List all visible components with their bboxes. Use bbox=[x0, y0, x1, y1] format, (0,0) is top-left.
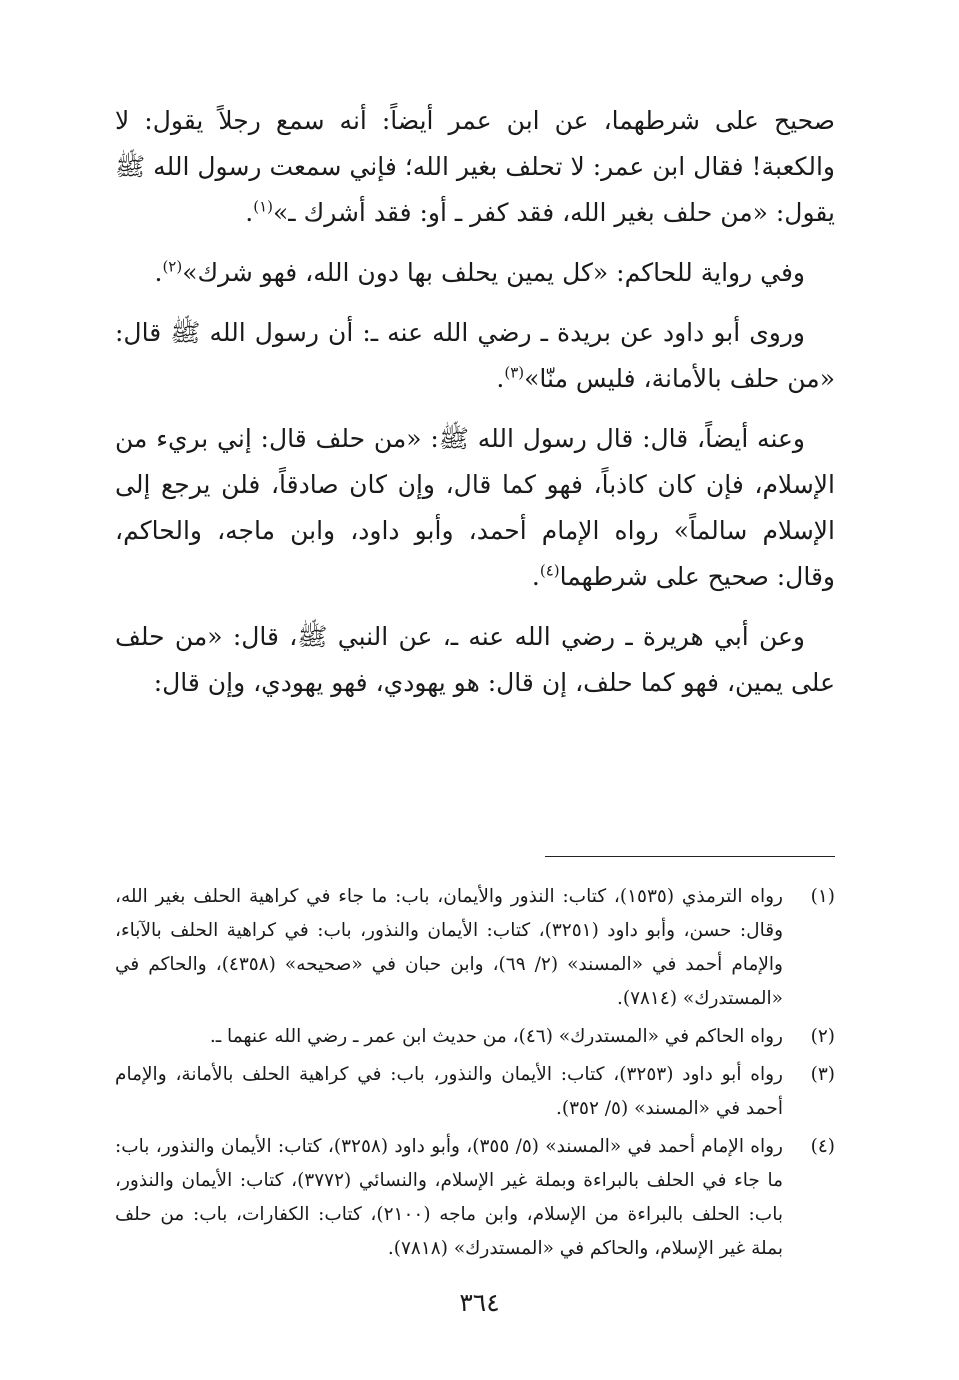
paragraph-3: وروى أبو داود عن بريدة ـ رضي الله عنه ـ: أن رسول الله ﷺ قال: «من حلف بالأمانة، فليس منّا»$^{(٣)}$. bbox=[115, 318, 835, 393]
footnote-number: (٢) bbox=[810, 1026, 835, 1047]
footnote-number: (٣) bbox=[810, 1064, 835, 1085]
footnote-2 bbox=[115, 1020, 835, 1054]
footnote-ref-3: (٣) bbox=[504, 363, 525, 382]
footnote-number: (١) bbox=[810, 886, 835, 907]
paragraph-1-text: صحيح على شرطهما، عن ابن عمر أيضاً: أنه سمع رجلاً يقول: لا والكعبة! فقال ابن عمر: لا تحلف بغير الله؛ فإني سمعت رسول الله ﷺ يقول: «من حلف بغير الله، فقد كفر ـ أو: فقد أشرك ـ» bbox=[115, 106, 835, 227]
paragraph-3-text: وروى أبو داود عن بريدة ـ رضي الله عنه ـ: أن رسول الله ﷺ قال: «من حلف بالأمانة، فليس منّا» bbox=[115, 318, 835, 393]
page-body bbox=[115, 98, 835, 1259]
paragraph-5 bbox=[115, 614, 835, 706]
paragraph-5-text: وعن أبي هريرة ـ رضي الله عنه ـ، عن النبي ﷺ، قال: «من حلف على يمين، فهو كما حلف، إن قال: هو يهودي، فهو يهودي، وإن قال: bbox=[115, 622, 835, 697]
footnote-divider bbox=[545, 856, 835, 857]
footnote-3 bbox=[115, 1058, 835, 1126]
paragraph-4-text: وعنه أيضاً، قال: قال رسول الله ﷺ: «من حلف قال: إني بريء من الإسلام، فإن كان كاذباً، فهو كما قال، وإن كان صادقاً، فلن يرجع إلى الإسلام سالماً» رواه الإمام أحمد، وأبو داود، وابن ماجه، والحاكم، وقال: صحيح على شرطهما bbox=[115, 424, 835, 591]
paragraph-4: وعنه أيضاً، قال: قال رسول الله ﷺ: «من حلف قال: إني بريء من الإسلام، فإن كان كاذباً، فهو كما قال، وإن كان صادقاً، فلن يرجع إلى الإسلام سالماً» رواه الإمام أحمد، وأبو داود، وابن ماجه، والحاكم، وقال: صحيح على شرطهما$^{(٤)}$. bbox=[115, 424, 835, 591]
footnote-1 bbox=[115, 880, 835, 1016]
footnote-4 bbox=[115, 1130, 835, 1266]
footnote-text: رواه الإمام أحمد في «المسند» (٥/ ٣٥٥)، وأبو داود (٣٢٥٨)، كتاب: الأيمان والنذور، باب: ما جاء في الحلف بالبراءة وبملة غير الإسلام، والنسائي (٣٧٧٢)، كتاب: الأيمان والنذور، باب: الحلف بالبراءة من الإسلام، وابن ماجه (٢١٠٠)، كتاب: الكفارات، باب: من حلف بملة غير الإسلام، والحاكم في «المستدرك» (٧٨١٨). bbox=[115, 1136, 784, 1259]
footnote-ref-4: (٤) bbox=[539, 561, 560, 580]
footnote-number: (٤) bbox=[810, 1136, 835, 1157]
paragraph-2-text: وفي رواية للحاكم: «كل يمين يحلف بها دون الله، فهو شرك» bbox=[182, 258, 805, 287]
paragraph-2: وفي رواية للحاكم: «كل يمين يحلف بها دون الله، فهو شرك»$^{(٢)}$. bbox=[154, 257, 805, 287]
footnotes bbox=[115, 880, 835, 1270]
footnote-text: رواه الحاكم في «المستدرك» (٤٦)، من حديث ابن عمر ـ رضي الله عنهما ـ. bbox=[209, 1026, 783, 1047]
footnote-text: رواه أبو داود (٣٢٥٣)، كتاب: الأيمان والنذور، باب: في كراهية الحلف بالأمانة، والإمام أحمد في «المسند» (٥/ ٣٥٢). bbox=[115, 1064, 783, 1119]
footnote-ref-1: (١) bbox=[253, 197, 274, 216]
paragraph-1: صحيح على شرطهما، عن ابن عمر أيضاً: أنه سمع رجلاً يقول: لا والكعبة! فقال ابن عمر: لا تحلف بغير الله؛ فإني سمعت رسول الله ﷺ يقول: «من حلف بغير الله، فقد كفر ـ أو: فقد أشرك ـ»$^{(١)}$. bbox=[115, 106, 835, 227]
footnote-text: رواه الترمذي (١٥٣٥)، كتاب: النذور والأيمان، باب: ما جاء في كراهية الحلف بغير الله، وقال: حسن، وأبو داود (٣٢٥١)، كتاب: الأيمان والنذور، باب: في كراهية الحلف بالآباء، والإمام أحمد في «المسند» (٢/ ٦٩)، وابن حبان في «صحيحه» (٤٣٥٨)، والحاكم في «المستدرك» (٧٨١٤). bbox=[115, 886, 784, 1009]
footnote-ref-2: (٢) bbox=[162, 257, 183, 276]
page-number: ٣٦٤ bbox=[459, 1288, 500, 1317]
